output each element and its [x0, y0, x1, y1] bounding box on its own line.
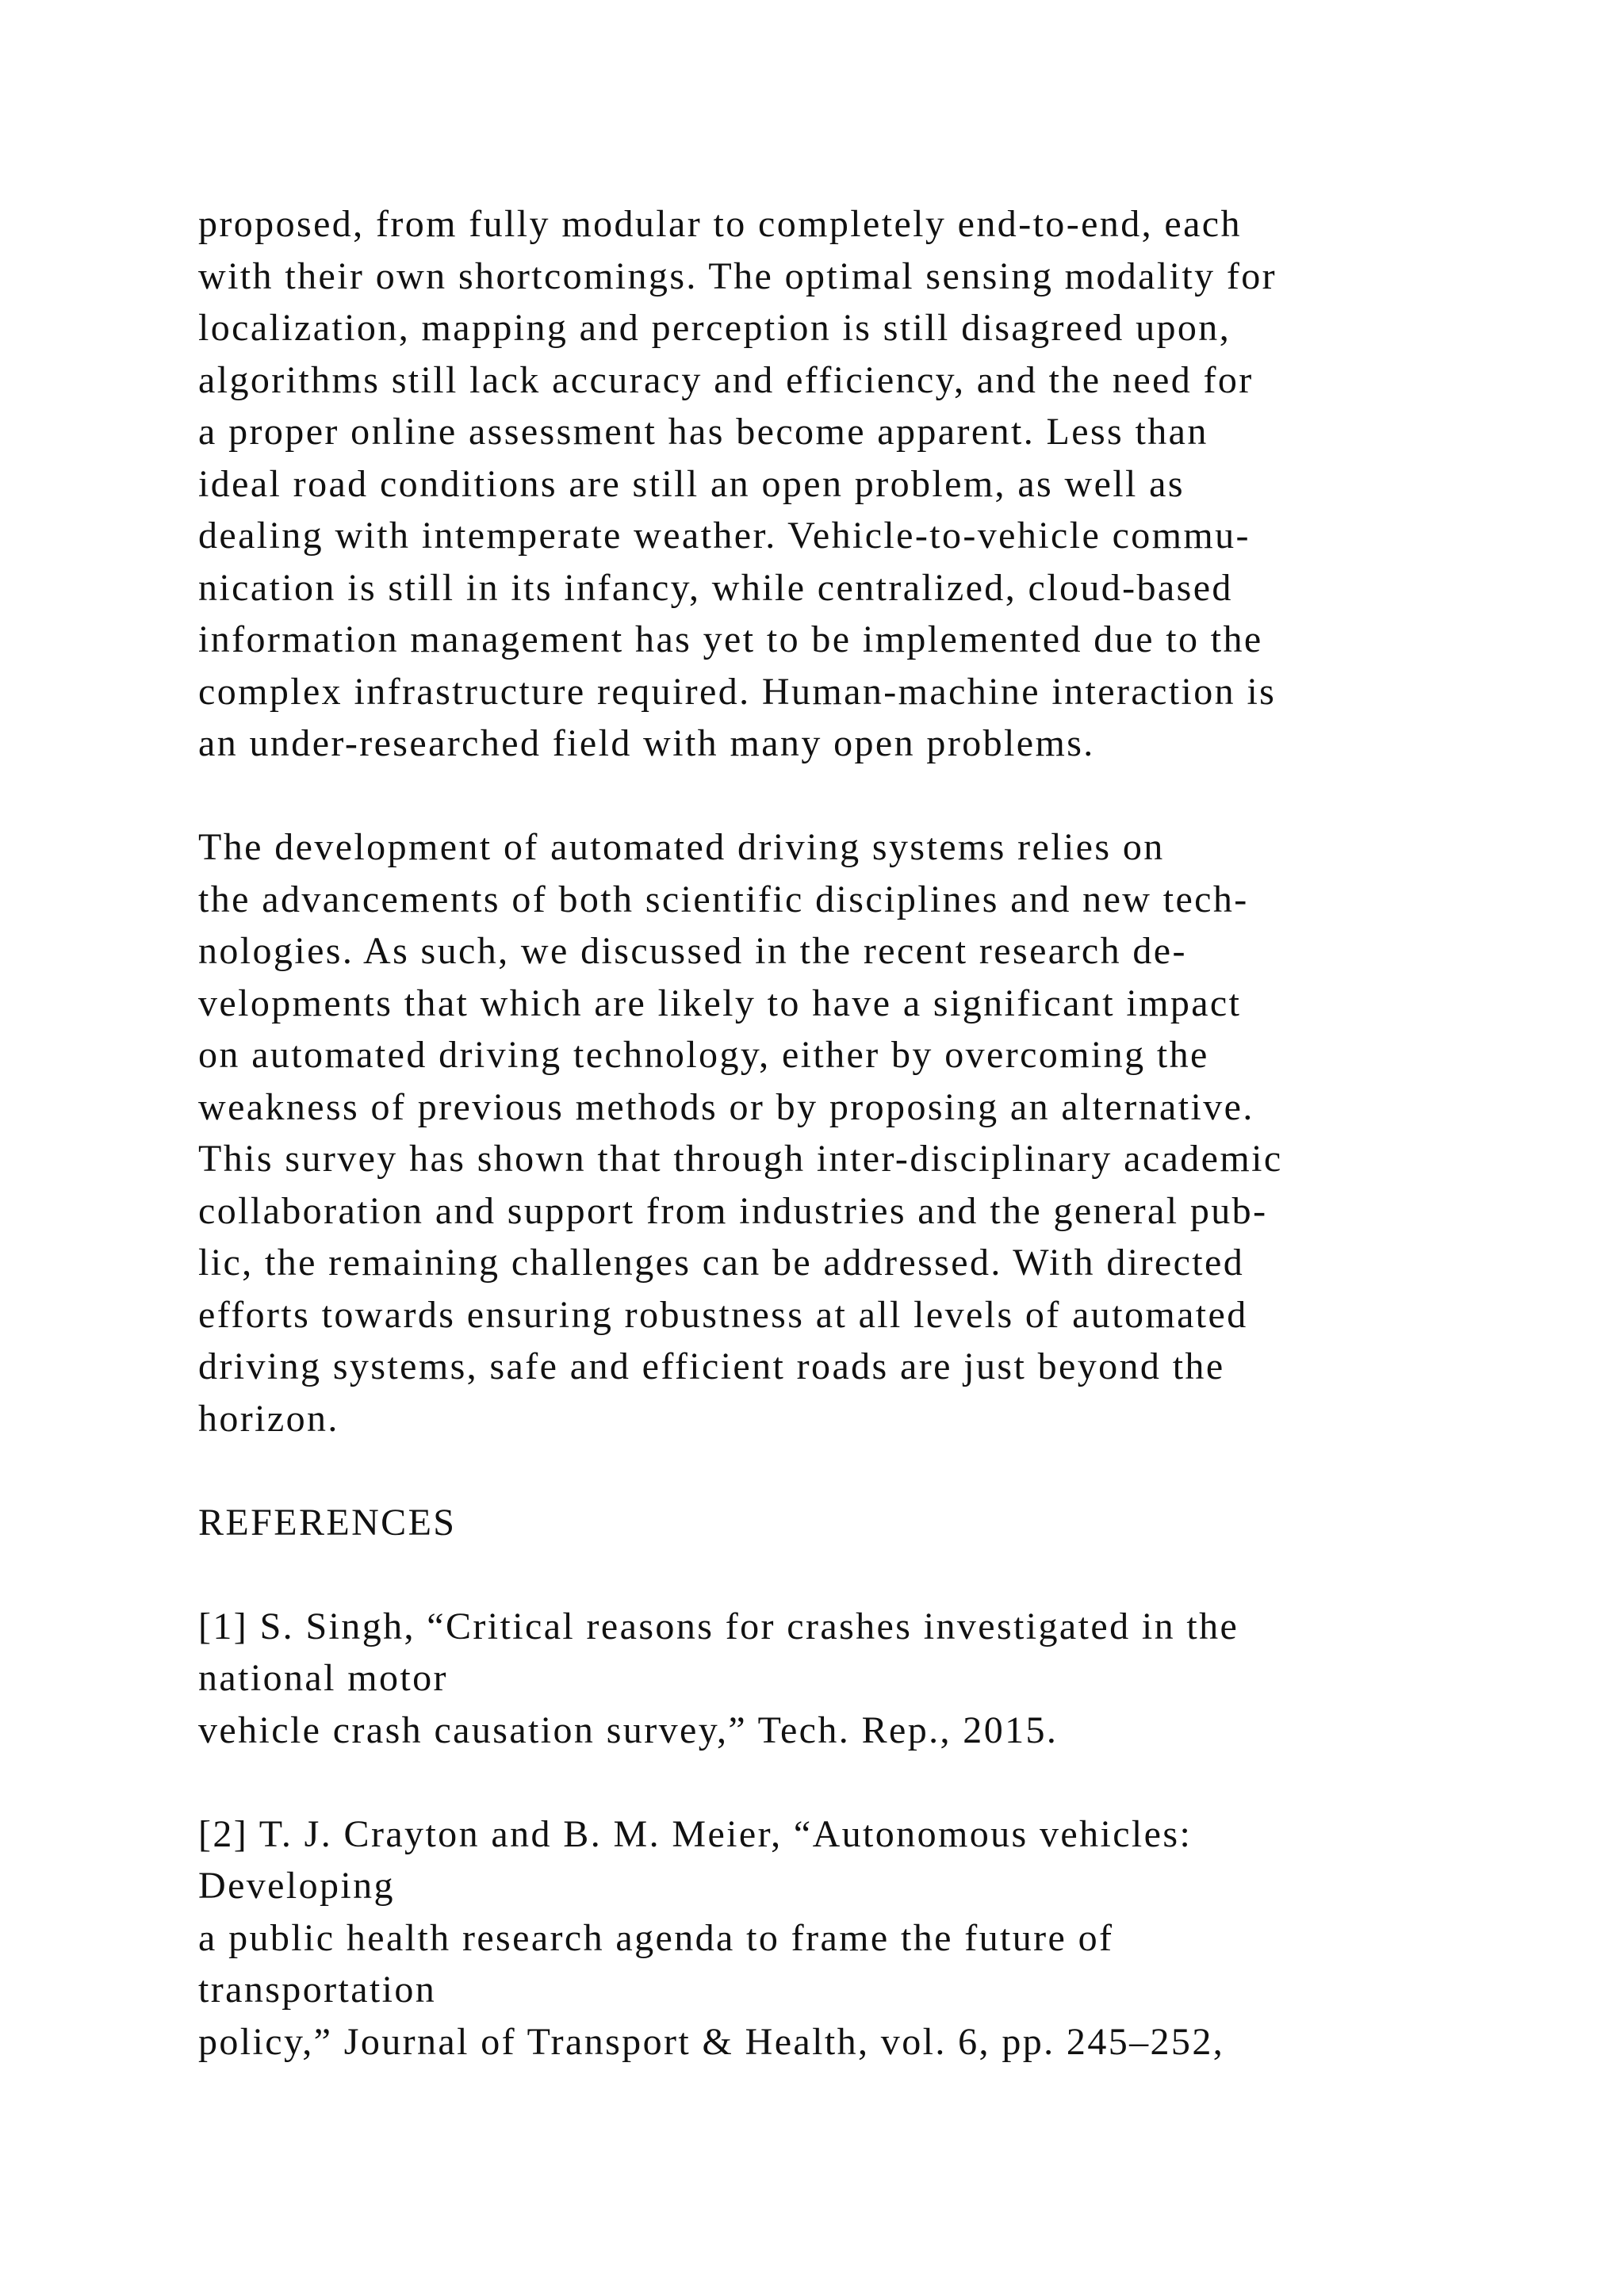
- text-line: collaboration and support from industries and the general pub-: [198, 1189, 1268, 1232]
- paragraph-gap: [198, 1756, 1435, 1808]
- text-line: The development of automated driving systems relies on: [198, 826, 1165, 868]
- reference-line: a public health research agenda to frame the future of: [198, 1916, 1114, 1959]
- reference-line: policy,” Journal of Transport & Health, vol. 6, pp. 245–252,: [198, 2020, 1225, 2063]
- body-paragraph-2: [198, 821, 1435, 1445]
- text-line: horizon.: [198, 1397, 339, 1440]
- body-paragraph-1: [198, 198, 1435, 770]
- reference-line: national motor: [198, 1657, 448, 1699]
- text-line: the advancements of both scientific disciplines and new tech-: [198, 878, 1249, 920]
- text-line: lic, the remaining challenges can be addressed. With directed: [198, 1242, 1245, 1284]
- text-line: weakness of previous methods or by proposing an alternative.: [198, 1085, 1254, 1128]
- references-heading: REFERENCES: [198, 1501, 457, 1544]
- text-line: complex infrastructure required. Human-machine interaction is: [198, 670, 1277, 713]
- document-body: [198, 198, 1435, 2068]
- reference-line: [2] T. J. Crayton and B. M. Meier, “Autonomous vehicles:: [198, 1812, 1193, 1855]
- text-line: information management has yet to be implemented due to the: [198, 618, 1263, 660]
- reference-line: [1] S. Singh, “Critical reasons for crashes investigated in the: [198, 1605, 1239, 1647]
- paragraph-gap: [198, 770, 1435, 822]
- text-line: driving systems, safe and efficient roads are just beyond the: [198, 1345, 1225, 1387]
- text-line: This survey has shown that through inter-disciplinary academic: [198, 1138, 1283, 1180]
- text-line: a proper online assessment has become apparent. Less than: [198, 411, 1208, 453]
- reference-line: vehicle crash causation survey,” Tech. Rep., 2015.: [198, 1709, 1059, 1751]
- text-line: proposed, from fully modular to completely end-to-end, each: [198, 203, 1242, 245]
- text-line: localization, mapping and perception is still disagreed upon,: [198, 307, 1231, 349]
- text-line: nologies. As such, we discussed in the recent research de-: [198, 930, 1187, 972]
- text-line: velopments that which are likely to have a significant impact: [198, 982, 1242, 1024]
- paragraph-gap: [198, 1445, 1435, 1497]
- text-line: on automated driving technology, either by overcoming the: [198, 1034, 1209, 1076]
- text-line: ideal road conditions are still an open problem, as well as: [198, 462, 1185, 505]
- text-line: nication is still in its infancy, while centralized, cloud-based: [198, 566, 1233, 609]
- text-line: algorithms still lack accuracy and efficiency, and the need for: [198, 358, 1254, 401]
- paragraph-gap: [198, 1548, 1435, 1601]
- text-line: dealing with intemperate weather. Vehicle-to-vehicle commu-: [198, 515, 1251, 557]
- text-line: with their own shortcomings. The optimal sensing modality for: [198, 254, 1277, 297]
- reference-line: Developing: [198, 1865, 395, 1907]
- text-line: efforts towards ensuring robustness at all levels of automated: [198, 1293, 1248, 1336]
- reference-line: transportation: [198, 1969, 437, 2011]
- text-line: an under-researched field with many open problems.: [198, 722, 1095, 764]
- reference-1: [198, 1601, 1435, 1757]
- reference-2: [198, 1808, 1435, 2068]
